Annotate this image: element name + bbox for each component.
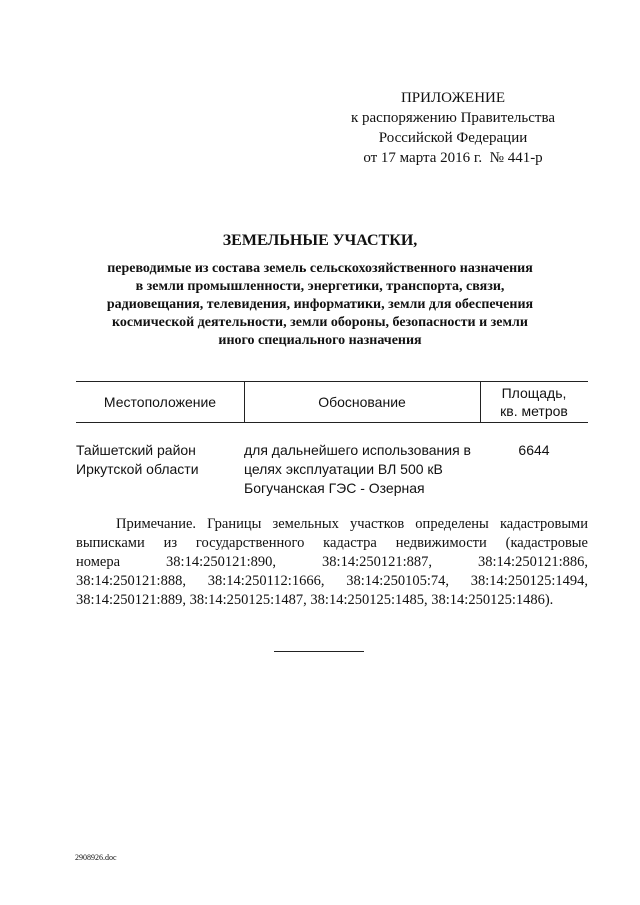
document-subtitle xyxy=(60,260,580,350)
end-rule xyxy=(274,651,364,652)
subtitle-line-5: иного специального назначения xyxy=(218,333,422,348)
annex-block xyxy=(338,88,568,168)
subtitle-line-2: в земли промышленности, энергетики, транспорта, связи, xyxy=(135,279,505,294)
header-basis: Обоснование xyxy=(318,394,406,410)
row-location-line-1: Тайшетский район xyxy=(76,442,196,458)
note-line-5: 38:14:250121:889, 38:14:250125:1487, 38:14:250125:1485, 38:14:250125:1486). xyxy=(76,592,554,608)
header-area xyxy=(480,384,588,420)
subtitle-line-1: переводимые из состава земель сельскохозяйственного назначения xyxy=(107,261,533,276)
row-basis-line-1: для дальнейшего использования в xyxy=(244,442,471,458)
header-location: Местоположение xyxy=(103,394,217,410)
note-line-4: 38:14:250121:888, 38:14:250112:1666, 38:14:250105:74, 38:14:250125:1494, xyxy=(76,573,588,589)
table-header-bottom-border xyxy=(76,422,588,423)
row-basis-line-3: Богучанская ГЭС - Озерная xyxy=(244,480,425,496)
document-title: ЗЕМЕЛЬНЫЕ УЧАСТКИ, xyxy=(222,232,418,249)
row-location-line-2: Иркутской области xyxy=(76,461,199,477)
footer-doc-code: 2908926.doc xyxy=(75,853,117,862)
annex-line-3: от 17 марта 2016 г. № 441-р xyxy=(363,150,543,166)
annex-line-2: Российской Федерации xyxy=(378,130,528,146)
note-paragraph xyxy=(76,515,588,610)
note-line-1: Примечание. Границы земельных участков определены кадастровыми xyxy=(116,516,588,532)
note-line-3: номера 38:14:250121:890, 38:14:250121:887, 38:14:250121:886, xyxy=(76,554,588,570)
subtitle-line-4: космической деятельности, земли обороны, безопасности и земли xyxy=(112,315,528,330)
row-location xyxy=(76,441,244,479)
subtitle-line-3: радиовещания, телевидения, информатики, земли для обеспечения xyxy=(106,297,534,312)
row-basis-line-2: целях эксплуатации ВЛ 500 кВ xyxy=(244,461,443,477)
annex-line-1: к распоряжению Правительства xyxy=(350,110,555,126)
row-area: 6644 xyxy=(518,442,550,458)
row-basis xyxy=(244,441,480,498)
header-area-line-1: Площадь, xyxy=(501,385,567,401)
note-line-2: выписками из государственного кадастра недвижимости (кадастровые xyxy=(76,535,588,551)
header-area-line-2: кв. метров xyxy=(500,403,568,419)
table-top-border xyxy=(76,381,588,382)
annex-title: ПРИЛОЖЕНИЕ xyxy=(400,90,506,106)
